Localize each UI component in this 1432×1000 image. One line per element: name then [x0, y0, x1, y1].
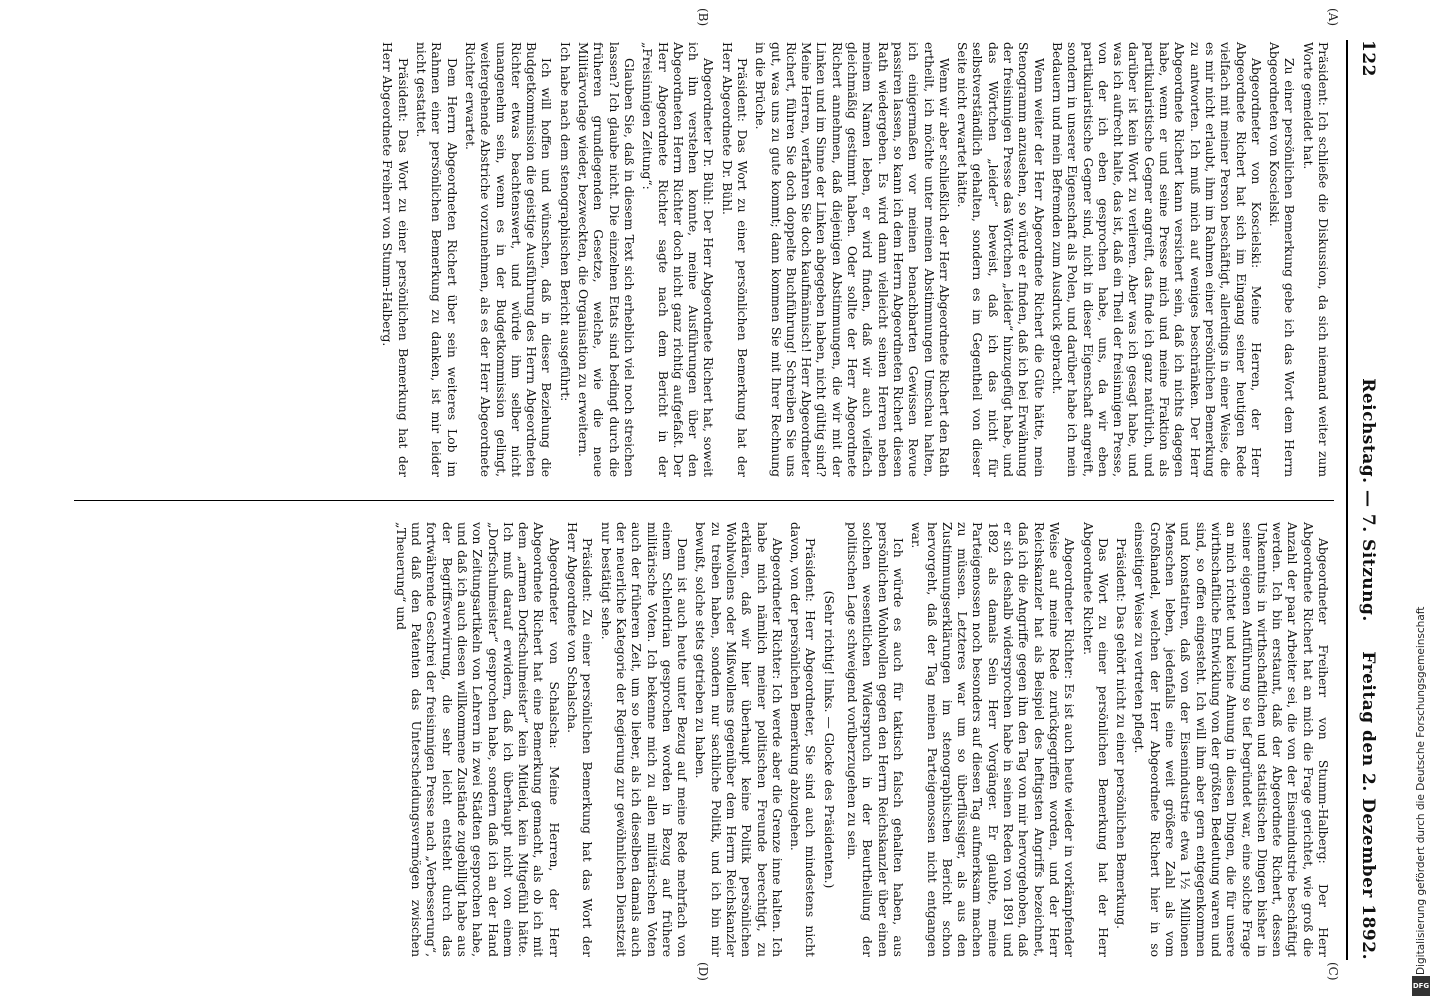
margin-marker-d: (D) [696, 962, 710, 981]
paragraph: Das Wort zu einer persönlichen Bemerkung hat der Herr Abgeordnete Richter. [1080, 522, 1110, 957]
header-date: Freitag den 2. Dezember 1892. [1358, 651, 1378, 960]
paragraph: Abgeordneter Richter: Es ist auch heute wieder in vorkämpfender Weise auf meine Rede zurückgegriffen worden, und der Herr Reichskanzler hat als Beispiel des heftigsten Angriffs bezeichnet, daß ich die Angriffe gegen ihn den Tag von mir hervorgehoben, daß er sich deshalb widersprochen habe in seinen Reden von 1891 und 1892 als damals Sein Herr Vorgänger. Er glaubte, meine Parteigenossen noch besonders auf diesen Tag aufmerksam machen zu müssen. Letzteres war um so überflüssiger, als aus den Zustimmungserklärungen im stenographischen Bericht schon hervorgeht, daß der Tag meinen Parteigenossen nicht entgangen war. [909, 522, 1077, 957]
paragraph: Abgeordneter Dr. Bühl: Der Herr Abgeordnete Richert hat, soweit ich ihn verstehen konnte, meine Ausführungen über den Abgeordneten Herrn Richter doch nicht ganz richtig aufgefaßt. Der Herr Abgeordnete Richter sagte nach dem Bericht in der „Freisinnigen Zeitung“: [640, 42, 716, 477]
dfg-logo-icon: DFG [1412, 976, 1430, 996]
paragraph: Wenn weiter der Herr Abgeordnete Richert die Güte hätte, mein Stenogramm anzusehen, so würde er finden, daß ich bei Erwähnung der freisinnigen Presse das Wörtchen „leider“ hinzugefügt habe, und das Wörtchen „leider“ beweist, daß ich das nicht für selbstverständlich gehalten, sondern es im Gegentheil von dieser Seite nicht erwartet hätte. [955, 42, 1046, 477]
margin-marker-a: (A) [1326, 8, 1340, 27]
quoted-paragraph: Ich will hoffen und wünschen, daß in dieser Beziehung die Budgetkommission die geistige Ausführung des Herrn Abgeordneten Richter etwas beachtenswert, und würde ihm selber nicht unangenehm sein, wenn es in der Budgetkommission gelingt, weitergehende Abstriche vorzunehmen, als es der Herr Abgeordnete Richter erwartet. [462, 42, 554, 477]
paragraph: Dem Herrn Abgeordneten Richert über sein weiteres Lob im Rahmen einer persönlichen Bemerkung zu danken, ist mir leider nicht gestattet. [414, 42, 459, 477]
margin-marker-c: (C) [1326, 962, 1340, 981]
paragraph: Präsident: Zu einer persönlichen Bemerkung hat das Wort der Herr Abgeordnete von Schalscha. [565, 522, 595, 957]
margin-marker-b: (B) [696, 8, 710, 27]
paragraph: Ich habe nach dem stenographischen Bericht ausgeführt: [557, 42, 572, 402]
paragraph: Präsident: Das gehört nicht zu einer persönlichen Bemerkung. [1114, 538, 1129, 930]
paragraph: Denn ist auch heute unter Bezug auf meine Rede mehrfach von einem Schlendrian gesprochen worden in Bezug auf frühere militärische Voten. Ich bekenne mich zu allen militärischen Voten auch der früheren Zeit, um so lieber, als ich dieselben damals auch der neuerliche Kategorie der Regierung zur gewöhnlichen Dienstzeit nur bestätigt sehe. [598, 522, 690, 957]
paragraph: Abgeordneter von Koscielski: Meine Herren, der Herr Abgeordnete Richert hat sich im Eingang seiner heutigen Rede vielfach mit meiner Person beschäftigt, allerdings in einer Weise, die es mir nicht erlaubt, ihm im Rahmen einer persönlichen Bemerkung zu antworten. Ich muß mich auf weniges beschränken. Der Herr Abgeordnete Richert kann versichert sein, daß ich nichts dagegen habe, wenn er und seine Presse mich und meine Fraktion als partikularistische Gegner angreift, das finde ich ganz natürlich, und darüber ist kein Wort zu verlieren. Aber was ich gesagt habe, und was ich aufrecht halte, das ist, daß ein Theil der freisinnigen Presse, von der ich eben gesprochen habe, uns, da wir eben partikularistische Gegner sind, nicht in dieser Eigenschaft angreift, sondern in unserer Eigenschaft als Polen, und darüber habe ich mein Bedauern und mein Befremden zum Ausdruck gebracht. [1049, 42, 1263, 477]
paragraph: Präsident: Herr Abgeordneter, Sie sind auch mindestens nicht davon, von der persönlichen Bemerkung abzugehen. [788, 522, 818, 957]
paragraph: Zu einer persönlichen Bemerkung gebe ich das Wort dem Herrn Abgeordneten von Koscielski. [1267, 42, 1297, 477]
page-number: 122 [1358, 40, 1378, 77]
digitization-footer [1410, 0, 1432, 1000]
quoted-paragraph: Glauben Sie, daß in diesem Text sich erheblich viel noch streichen lassen? Ich glaube nicht. Die einzelnen Etats sind bedingt durch die früheren grundlegenden Gesetze, welche, wie die neue Militärvorlage wieder, bezweckten, die Organisation zu erweitern. [576, 42, 636, 477]
paragraph: Präsident: Ich schließe die Diskussion, da sich niemand weiter zum Worte gemeldet hat. [1300, 42, 1330, 477]
interjection: (Sehr richtig! links. — Glocke des Präsidenten.) [821, 590, 836, 889]
column-divider [74, 500, 1334, 501]
left-column [80, 42, 1330, 477]
running-header [1350, 40, 1378, 960]
paragraph: Wenn wir aber schließlich der Herr Abgeordnete Richert den Rath ertheilt, ich möchte unter meinen Abstimmungen Umschau halten, ich einigermaßen vor meinen benachbarten Gewissen Revue passiren lassen, so kann ich dem Herrn Abgeordneten Richert diesen Rath wiedergeben. Es wird dann vielleicht seinen Herren neben meinem Namen leben, er wird finden, daß wir auch vielfach gleichmäßig gestimmt haben. Oder sollte der Herr Abgeordnete Richert annehmen, daß diejenigen Abstimmungen, die wir mit der Linken und im Sinne der Linken abgegeben haben, nicht gültig sind? Meine Herren, verfahren Sie doch kaufmännisch! Herr Abgeordneter Richert, führen Sie doch doppelte Buchführung! Schreiben Sie uns gut, was uns zu gute kommt; dann kommen Sie mit Ihrer Rechnung in die Brüche. [753, 42, 951, 477]
paragraph: Abgeordneter von Schalscha: Meine Herren, der Herr Abgeordnete Richert hat eine Bemerkung gemacht, als ob ich mit dem „armen Dorfschulmeister“ kein Mitleid, kein Mitgefühl hätte. Ich muß darauf erwidern, daß ich überhaupt nicht von einem „Dorfschulmeister“ gesprochen habe, sondern daß ich an der Hand von Zeitungsartikeln von Lehrern in zwei Städten gesprochen habe, und daß ich auch diesen willkommene Zustände zugebilligt habe aus der Begriffsverwirrung, die sehr leicht entsteht durch das fortwährende Geschrei der freisinnigen Presse nach „Verbesserung“, und daß den Patenten das Unterscheidungsvermögen zwischen „Theuerung“ und [393, 522, 561, 957]
funding-credit: Digitalisierung gefördert durch die Deutsche Forschungsgemeinschaft [1415, 606, 1427, 975]
paragraph: Abgeordneter Freiherr von Stumm-Halberg: Der Herr Abgeordnete Richert hat an mich die Frage gerichtet, wie groß die Anzahl der paar Arbeiter sei, die von der Eisenindustrie beschäftigt werden. Ich bin erstaunt, daß der Abgeordnete Richert, dessen Unkenntnis in wirthschaftlichen und statistischen Dingen bisher in seiner eigenen Antführung so tief begründet war, eine solche Frage an mich richtet und keine Ahnung in diesen Dingen, die für unsere wirthschaftliche Entwicklung von der größten Bedeutung waren und sind, so offen eingesteht. Ich will ihm aber gern entgegenkommen und konstatiren, daß von der Eisenindustrie etwa 1½ Millionen Menschen leben, jedenfalls eine weit größere Zahl als vom Großhandel, welchen der Herr Abgeordnete Richert hier in so einseitiger Weise zu vertreten pflegt. [1132, 522, 1330, 957]
paragraph: Ich würde es auch für taktisch falsch gehalten haben, aus persönlichen Wohlwollen gegen den Herrn Reichskanzler über einen solchen wesentlichen Widerspruch in der Beurtheilung der politischen Lage schweigend vorüberzugehen zu sein. [845, 522, 905, 957]
header-title: Reichstag. — 7. Sitzung. [1358, 378, 1378, 622]
paragraph: Präsident: Das Wort zu einer persönlichen Bemerkung hat der Herr Abgeordnete Freiherr von Stumm-Halberg. [380, 42, 410, 477]
paragraph: Abgeordneter Richter: Ich werde aber die Grenze inne halten. Ich habe mich nämlich meiner politischen Freunde berechtigt, zu erklären, daß wir hier überhaupt keine Politik persönlichen Wohlwollens oder Mißwollens gegenüber dem Herrn Reichskanzler zu treiben haben, sondern nur sachliche Politik, und ich bin mir bewußt, solche stets getrieben zu haben. [693, 522, 784, 957]
header-rule [1346, 40, 1348, 960]
right-column [80, 522, 1330, 957]
paragraph: Präsident: Das Wort zu einer persönlichen Bemerkung hat der Herr Abgeordnete Dr. Bühl. [719, 42, 750, 477]
